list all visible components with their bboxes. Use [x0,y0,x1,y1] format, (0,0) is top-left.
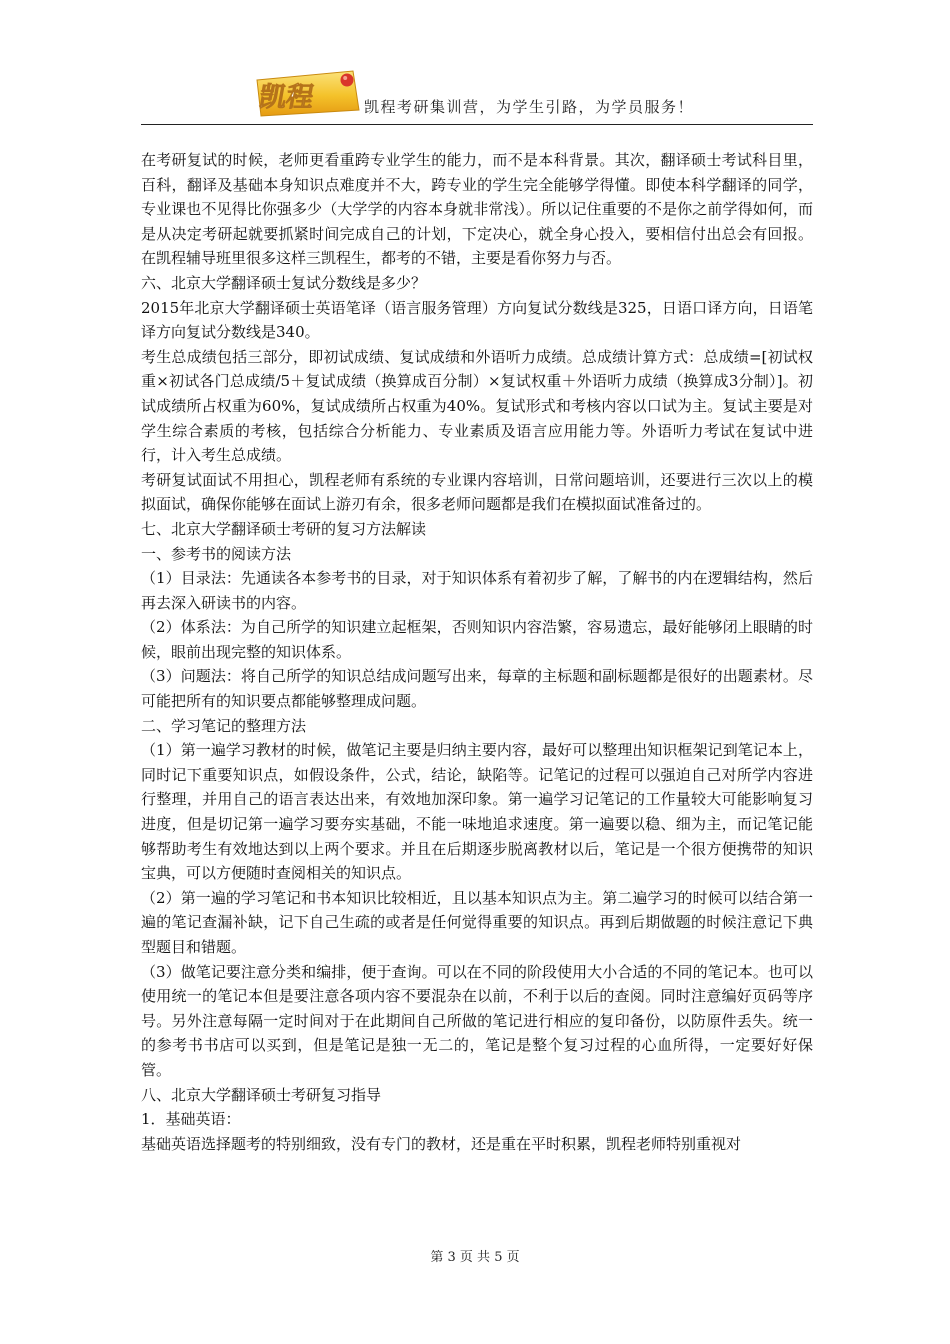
subsection-heading: 1．基础英语： [141,1110,241,1129]
paragraph: 在考研复试的时候，老师更看重跨专业学生的能力，而不是本科背景。其次，翻译硕士考试科目里，百科，翻译及基础本身知识点难度并不大，跨专业的学生完全能够学得懂。即使本科学翻译的同学，专业课也不见得比你强多少（大学学的内容本身就非常浅）。所以记住重要的不是你之前学得如何，而是从决定考研起就要抓紧时间完成自己的计划，下定决心，就全身心投入，要相信付出总会有回报。在凯程辅导班里很多这样三凯程生，都考的不错，主要是看你努力与否。 [141,151,813,268]
kaicheng-logo [253,66,365,118]
page-number: 第 3 页 共 5 页 [430,1250,520,1265]
paragraph: 2015年北京大学翻译硕士英语笔译（语言服务管理）方向复试分数线是325，日语口译方向，日语笔译方向复试分数线是340。 [141,298,813,342]
document-body [141,148,813,1156]
section-heading: 七、北京大学翻译硕士考研的复习方法解读 [141,519,427,538]
logo-lettering: 凯程 [256,82,317,113]
section-heading: 六、北京大学翻译硕士复试分数线是多少？ [141,273,427,292]
paragraph: 基础英语选择题考的特别细致，没有专门的教材，还是重在平时积累，凯程老师特别重视对 [141,1134,742,1153]
list-item: （1）第一遍学习教材的时候，做笔记主要是归纳主要内容，最好可以整理出知识框架记到笔记本上，同时记下重要知识点，如假设条件，公式，结论，缺陷等。记笔记的过程可以强迫自己对所学内容进行整理，并用自己的语言表达出来，有效地加深印象。第一遍学习记笔记的工作量较大可能影响复习进度，但是切记第一遍学习要夯实基础，不能一味地追求速度。第一遍要以稳、细为主，而记笔记能够帮助考生有效地达到以上两个要求。并且在后期逐步脱离教材以后，笔记是一个很方便携带的知识宝典，可以方便随时查阅相关的知识点。 [141,741,813,883]
page-header [141,62,813,125]
subsection-heading: 二、学习笔记的整理方法 [141,716,307,735]
paragraph: 考生总成绩包括三部分，即初试成绩、复试成绩和外语听力成绩。总成绩计算方式：总成绩=[初试权重×初试各门总成绩/5＋复试成绩（换算成百分制）×复试权重＋外语听力成绩（换算成3分制）]。初试成绩所占权重为60%，复试成绩所占权重为40%。复试形式和考核内容以口试为主。复试主要是对学生综合素质的考核，包括综合分析能力、专业素质及语言应用能力等。外语听力考试在复试中进行，计入考生总成绩。 [141,347,813,465]
list-item: （2）体系法：为自己所学的知识建立起框架，否则知识内容浩繁，容易遗忘，最好能够闭上眼睛的时候，眼前出现完整的知识体系。 [141,618,813,661]
paragraph: 考研复试面试不用担心，凯程老师有系统的专业课内容培训，日常问题培训，还要进行三次以上的模拟面试，确保你能够在面试上游刃有余，很多老师问题都是我们在模拟面试准备过的。 [141,470,813,514]
section-heading: 八、北京大学翻译硕士考研复习指导 [141,1085,382,1104]
subsection-heading: 一、参考书的阅读方法 [141,544,292,563]
list-item: （1）目录法：先通读各本参考书的目录，对于知识体系有着初步了解，了解书的内在逻辑结构，然后再去深入研读书的内容。 [141,569,813,612]
page-footer [0,1246,950,1265]
list-item: （3）做笔记要注意分类和编排，便于查询。可以在不同的阶段使用大小合适的不同的笔记本。也可以使用统一的笔记本但是要注意各项内容不要混杂在以前，不利于以后的查阅。同时注意编好页码等序号。另外注意每隔一定时间对于在此期间自己所做的笔记进行相应的复印备份，以防原件丢失。统一的参考书书店可以买到，但是笔记是独一无二的，笔记是整个复习过程的心血所得，一定要好好保管。 [141,962,813,1079]
list-item: （2）第一遍的学习笔记和书本知识比较相近，且以基本知识点为主。第二遍学习的时候可以结合第一遍的笔记查漏补缺，记下自己生疏的或者是任何觉得重要的知识点。再到后期做题的时候注意记下典型题目和错题。 [141,888,813,956]
list-item: （3）问题法：将自己所学的知识总结成问题写出来，每章的主标题和副标题都是很好的出题素材。尽可能把所有的知识要点都能够整理成问题。 [141,667,813,711]
header-slogan: 凯程考研集训营，为学生引路，为学员服务！ [364,98,695,116]
